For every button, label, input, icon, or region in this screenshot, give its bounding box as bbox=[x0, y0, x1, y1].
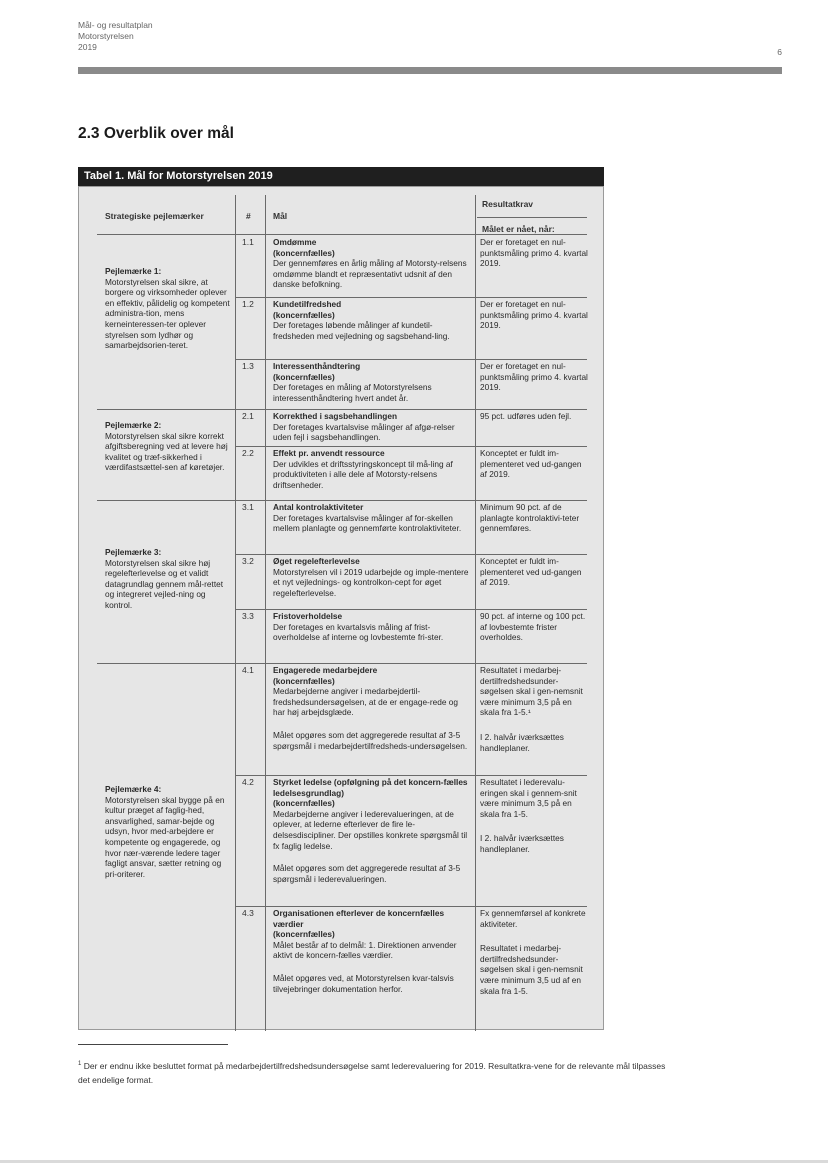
result-3-1 bbox=[480, 502, 588, 534]
result-requirement: Fx gennemførsel af konkrete aktiviteter. bbox=[480, 908, 586, 929]
goal-separator bbox=[235, 297, 587, 298]
result-3-3 bbox=[480, 611, 588, 643]
goal-scope: (koncernfælles) bbox=[273, 309, 335, 320]
goal-description: Der foretages kvartalsvise målinger af for-skellen mellem planlagte og gennemførte kontrolaktiviteter. bbox=[273, 512, 462, 534]
result-requirement: Resultatet i medarbej-dertilfredshedsunder-søgelsen skal i gen-nemsnit være minimum 3,5 på en skala fra 1-5.¹ bbox=[480, 665, 583, 718]
goal-4-2 bbox=[273, 777, 469, 884]
pillar-title: Pejlemærke 3: bbox=[105, 547, 162, 557]
table-caption: Tabel 1. Mål for Motorstyrelsen 2019 bbox=[78, 167, 604, 186]
goal-separator bbox=[235, 446, 587, 447]
footnote bbox=[78, 1057, 678, 1087]
result-action: I 2. halvår iværksættes handleplaner. bbox=[480, 731, 564, 753]
footnote-mark: 1 bbox=[78, 1061, 82, 1067]
goal-title: Kundetilfredshed bbox=[273, 299, 342, 309]
goal-1-3 bbox=[273, 361, 469, 403]
header-num: # bbox=[246, 211, 251, 221]
goal-title: Organisationen efterlever de koncernfælles værdier bbox=[273, 908, 445, 929]
document-header bbox=[78, 20, 153, 53]
goal-title: Styrket ledelse (opfølgning på det koncern-fælles ledelsesgrundlag) bbox=[273, 777, 468, 798]
goal-description: Motorstyrelsen vil i 2019 udarbejde og imple-mentere et nyt vejlednings- og kontrolkon-cept for øget regelefterlevelse. bbox=[273, 566, 469, 598]
goal-title: Øget regelefterlevelse bbox=[273, 556, 360, 566]
pillar-text: Motorstyrelsen skal bygge på en kultur præget af faglig-hed, ansvarlighed, samar-bejde og udsyn, hvor med-arbejdere er kompetente og engagerede, og hvor nær-værende ledere tager fagligt ansvar, sætter retning og pri-oriterer. bbox=[105, 794, 225, 879]
goal-scope: (koncernfælles) bbox=[273, 371, 335, 382]
goal-measurement: Målet opgøres som det aggregerede resultat af 3-5 spørgsmål i lederevalueringen. bbox=[273, 863, 461, 884]
pillar-title: Pejlemærke 4: bbox=[105, 784, 162, 794]
goal-title: Antal kontrolaktiviteter bbox=[273, 502, 364, 512]
goal-title: Effekt pr. anvendt ressource bbox=[273, 448, 385, 458]
pillar-2 bbox=[105, 420, 230, 473]
goal-number: 1.3 bbox=[242, 361, 254, 371]
pillar-title: Pejlemærke 2: bbox=[105, 420, 162, 430]
page-bottom-edge bbox=[0, 1160, 828, 1163]
goal-scope: (koncernfælles) bbox=[273, 798, 335, 809]
header-agency: Motorstyrelsen bbox=[78, 31, 134, 41]
goal-description: Der foretages en kvartalsvis måling af frist-overholdelse af interne og lovbestemte fri-ster. bbox=[273, 621, 444, 643]
result-requirement: 90 pct. af interne og 100 pct. af lovbestemte frister overholdes. bbox=[480, 611, 586, 643]
goal-title: Engagerede medarbejdere bbox=[273, 665, 378, 675]
result-requirement: Konceptet er fuldt im-plementeret ved ud-gangen af 2019. bbox=[480, 556, 582, 588]
pillar-separator bbox=[97, 663, 587, 664]
goal-2-1 bbox=[273, 411, 469, 443]
result-requirement: 95 pct. udføres uden fejl. bbox=[480, 411, 572, 421]
goal-measurement: Målet opgøres som det aggregerede resultat af 3-5 spørgsmål i medarbejdertilfredsheds-undersøgelsen. bbox=[273, 729, 468, 751]
result-requirement: Konceptet er fuldt im-plementeret ved ud-gangen af 2019. bbox=[480, 448, 582, 480]
header-result: Resultatkrav bbox=[482, 199, 534, 209]
goal-number: 2.1 bbox=[242, 411, 254, 421]
goal-measurement: Målet opgøres ved, at Motorstyrelsen kvar-talsvis tilvejebringer dokumentation herfor. bbox=[273, 972, 454, 994]
goal-description: Der foretages løbende målinger af kundetil-fredsheden med vejledning og sagsbehand-ling. bbox=[273, 320, 450, 341]
goal-number: 3.1 bbox=[242, 502, 254, 512]
goal-number: 4.2 bbox=[242, 777, 254, 787]
page-number: 6 bbox=[777, 47, 782, 57]
result-1-3 bbox=[480, 361, 588, 393]
goal-1-2 bbox=[273, 299, 469, 341]
goal-separator bbox=[235, 775, 587, 776]
goal-number: 4.3 bbox=[242, 908, 254, 918]
goal-4-1 bbox=[273, 665, 469, 751]
goal-separator bbox=[235, 359, 587, 360]
goal-title: Interessenthåndtering bbox=[273, 361, 361, 371]
pillar-1 bbox=[105, 266, 230, 351]
goal-separator bbox=[235, 906, 587, 907]
goal-scope: (koncernfælles) bbox=[273, 675, 335, 686]
header-divider-line bbox=[97, 234, 587, 235]
goal-1-1 bbox=[273, 237, 469, 290]
goal-number: 2.2 bbox=[242, 448, 254, 458]
result-3-2 bbox=[480, 556, 588, 588]
result-requirement: Minimum 90 pct. af de planlagte kontrolaktivi-teter gennemføres. bbox=[480, 502, 580, 534]
pillar-4 bbox=[105, 784, 230, 879]
header-divider bbox=[78, 67, 782, 74]
goal-title: Omdømme bbox=[273, 237, 317, 247]
header-pillar: Strategiske pejlemærker bbox=[105, 211, 204, 221]
goal-description: Der foretages kvartalsvise målinger af afgø-relser uden fejl i sagsbehandlingen. bbox=[273, 421, 455, 443]
result-action: Resultatet i medarbej-dertilfredshedsunder-søgelsen skal i gen-nemsnit være minimum 3,5 ud af en skala fra 1-5. bbox=[480, 943, 583, 996]
goal-number: 1.2 bbox=[242, 299, 254, 309]
goal-description: Målet består af to delmål: 1. Direktionen anvender aktivt de koncern-fælles værdier. bbox=[273, 939, 457, 961]
result-2-2 bbox=[480, 448, 588, 480]
result-1-2 bbox=[480, 299, 588, 331]
goal-description: Der foretages en måling af Motorstyrelsens interessenthåndtering hvert andet år. bbox=[273, 382, 432, 403]
goal-separator bbox=[235, 609, 587, 610]
header-plan-title: Mål- og resultatplan bbox=[78, 20, 153, 30]
result-4-2 bbox=[480, 777, 588, 855]
goal-4-3 bbox=[273, 908, 469, 994]
footnote-divider bbox=[78, 1044, 228, 1045]
goal-number: 3.3 bbox=[242, 611, 254, 621]
goal-scope: (koncernfælles) bbox=[273, 929, 335, 940]
goal-description: Der gennemføres en årlig måling af Motorsty-relsens omdømme blandt et repræsentativt udsnit af den danske befolkning. bbox=[273, 258, 467, 290]
goal-description: Medarbejderne angiver i lederevalueringen, at de oplever, at lederne efterlever de fire le-delsesdiscipliner. Der opstilles konkrete spørgsmål til fx faglig ledelse. bbox=[273, 808, 468, 851]
goal-description: Der udvikles et driftsstyringskoncept til må-ling af produktiviteten i alle dele af Motorsty-relsens driftsenheder. bbox=[273, 458, 453, 490]
goal-description: Medarbejderne angiver i medarbejdertil-fredshedsundersøgelsen, at de er engage-rede og har høj arbejdsglæde. bbox=[273, 686, 458, 718]
goal-title: Fristoverholdelse bbox=[273, 611, 343, 621]
goal-3-3 bbox=[273, 611, 469, 643]
result-2-1 bbox=[480, 411, 588, 422]
result-4-1 bbox=[480, 665, 588, 753]
goals-table bbox=[78, 186, 604, 1030]
goal-3-2 bbox=[273, 556, 469, 598]
pillar-3 bbox=[105, 547, 230, 611]
pillar-text: Motorstyrelsen skal sikre korrekt afgiftsberegning ved at levere høj kvalitet og træf-sikkerhed i værdifastsættel-sen af køretøjer. bbox=[105, 430, 228, 473]
result-1-1 bbox=[480, 237, 588, 269]
goal-3-1 bbox=[273, 502, 469, 534]
result-requirement: Der er foretaget en nul-punktsmåling primo 4. kvartal 2019. bbox=[480, 299, 588, 331]
goal-number: 3.2 bbox=[242, 556, 254, 566]
goal-number: 4.1 bbox=[242, 665, 254, 675]
header-year: 2019 bbox=[78, 42, 97, 52]
header-result-rule bbox=[477, 217, 587, 218]
footnote-text: Der er endnu ikke besluttet format på medarbejdertilfredshedsundersøgelse samt lederevaluering for 2019. Resultatkra-vene for de relevante mål tilpasses det endelige format. bbox=[78, 1060, 666, 1085]
result-requirement: Der er foretaget en nul-punktsmåling primo 4. kvartal 2019. bbox=[480, 237, 588, 269]
goal-separator bbox=[235, 554, 587, 555]
header-goal: Mål bbox=[273, 211, 288, 221]
pillar-text: Motorstyrelsen skal sikre høj regelefterlevelse og et validt datagrundlag gennem mål-rettet og integreret vejled-ning og kontrol. bbox=[105, 557, 224, 610]
pillar-separator bbox=[97, 500, 587, 501]
pillar-text: Motorstyrelsen skal sikre, at borgere og virksomheder oplever en effektiv, pålidelig og kompetent administra-tion, mens kerneinteressen-ter oplever styrelsen som lydhør og samarbejdsorien-teret. bbox=[105, 276, 230, 351]
goal-scope: (koncernfælles) bbox=[273, 247, 335, 258]
result-requirement: Der er foretaget en nul-punktsmåling primo 4. kvartal 2019. bbox=[480, 361, 588, 393]
section-title: 2.3 Overblik over mål bbox=[78, 125, 234, 142]
goal-2-2 bbox=[273, 448, 469, 490]
header-result-sub: Målet er nået, når: bbox=[482, 224, 555, 234]
result-action: I 2. halvår iværksættes handleplaner. bbox=[480, 833, 564, 854]
result-4-3 bbox=[480, 908, 588, 996]
result-requirement: Resultatet i lederevalu-eringen skal i gennem-snit være minimum 3,5 på en skala fra 1-5. bbox=[480, 777, 577, 819]
goal-number: 1.1 bbox=[242, 237, 254, 247]
goal-title: Korrekthed i sagsbehandlingen bbox=[273, 411, 398, 421]
pillar-separator bbox=[97, 409, 587, 410]
pillar-title: Pejlemærke 1: bbox=[105, 266, 162, 276]
